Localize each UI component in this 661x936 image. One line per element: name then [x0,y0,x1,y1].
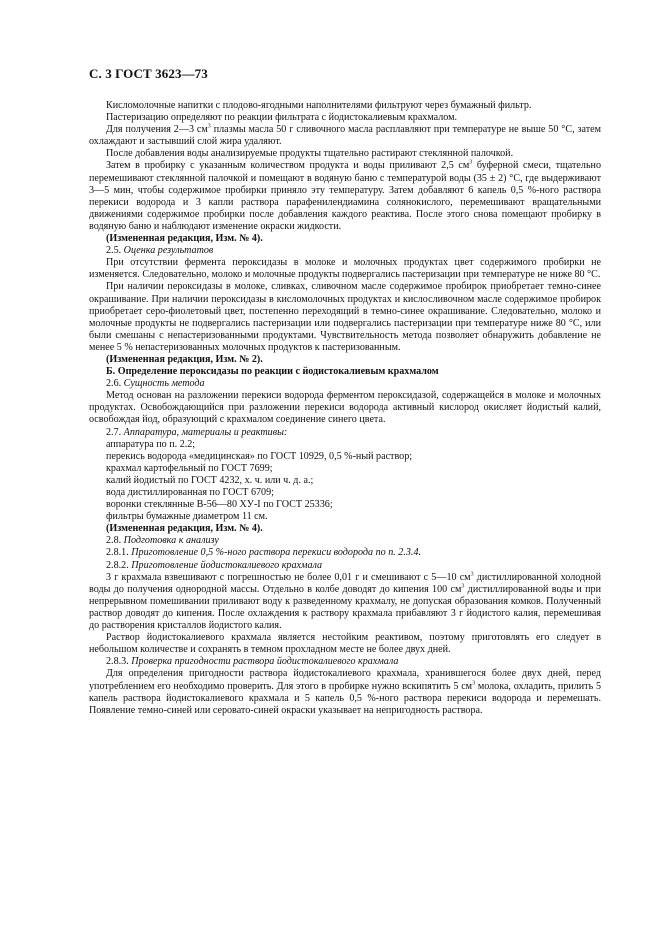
paragraph: При отсутствии фермента пероксидазы в молоке и молочных продуктах цвет содержимого пробирки не изменяется. Следовательно, молоко и молочные продукты подвергались пастеризации при температуре не ниже 80 °С. [89,257,601,281]
section-heading [89,378,601,390]
text-run: плазмы масла 50 г сливочного масла расплавляют при температуре не выше 50 °С, затем охлаждают и застывший слой жира удаляют. [89,124,601,148]
paragraph: Раствор йодистокалиевого крахмала является нестойким реактивом, поэтому приготовлять его следует в небольшом количестве и сохранять в темном прохладном месте не более двух дней. [89,632,601,656]
section-title: Приготовление 0,5 %-ного раствора перекиси водорода по п. 2.3.4. [131,547,422,559]
section-title-b: Б. Определение пероксидазы по реакции с йодистокалиевым крахмалом [106,366,439,378]
paragraph [89,124,601,148]
text-run: буферной смеси, тщательно перемешивают стеклянной палочкой и помещают в водяную баню с температурой воды (35 ± 2) °С, где выдерживают 3—5 мин, чтобы содержимое пробирки приняло эту температуру. Затем добавляют 6 капель 0,5 %-ного раствора перекиси водорода и 3 капли раствора парафенилендиамина солянокислого, перемешивают вращательными движениями содержимое пробирки после добавления каждого реактива. После этого снова помещают пробирку в водяную баню и наблюдают изменение окраски жидкости. [89,160,601,232]
section-heading [89,535,601,547]
section-title: Проверка пригодности раствора йодистокалиевого крахмала [131,656,399,668]
superscript: 3 [470,571,474,578]
section-number: 2.8.1. [106,547,129,559]
materials-list [89,439,601,524]
text-run: Для получения 2—3 см [106,124,208,136]
list-item: вода дистиллированная по ГОСТ 6709; [106,487,274,498]
amendment-note: (Измененная редакция, Изм. № 4). [106,523,263,535]
section-number: 2.8. [106,535,122,547]
superscript: 3 [469,160,473,167]
section-number: 2.5. [106,245,122,257]
section-heading [89,547,601,559]
page-header: С. 3 ГОСТ 3623—73 [89,66,208,81]
section-heading [89,656,601,668]
list-item: перекись водорода «медицинская» по ГОСТ 10929, 0,5 %-ный раствор; [106,450,413,462]
amendment-note: (Измененная редакция, Изм. № 2). [106,353,263,365]
superscript: 3 [207,123,211,130]
section-heading [89,560,601,572]
paragraph: Кисломолочные напитки с плодово-ягодными наполнителями фильтруют через бумажный фильтр. [106,100,532,111]
text-run: дистиллированной холодной воды до получения однородной массы. Отдельно в колбе доводят до кипения 100 см [89,571,601,595]
section-number: 2.7. [106,426,122,438]
paragraph [89,668,601,716]
paragraph: После добавления воды анализируемые продукты тщательно растирают стеклянной палочкой. [106,148,514,160]
section-number: 2.8.3. [106,656,129,668]
section-heading [89,245,601,257]
document-body [89,100,601,717]
paragraph: Пастеризацию определяют по реакции фильтрата с йодистокалиевым крахмалом. [106,112,458,124]
paragraph: При наличии пероксидазы в молоке, сливках, сливочном масле содержимое пробирок приобретает темно-синее окрашивание. При наличии пероксидазы в кисломолочных продуктах и кислосливочном масле содержимое пробирок приобретает серо-фиолетовый цвет, постепенно переходящий в темно-синее окрашивание. Следовательно, молоко и молочные продукты не подвергались пастеризации или подвергались пастеризации при температуре ниже 80 °С, или были смешаны с непастеризованными продуктами. Чувствительность метода позволяет обнаружить добавление не менее 5 % непастеризованных молочных продуктов к пастеризованным. [89,281,601,353]
text-run: дистиллированной воды и при непрерывном помешивании приливают воду к разведенному крахмалу, не допуская образования комков. Полученный раствор доводят до кипения. После охлаждения к раствору крахмала прибавляют 3 г йодистого калия, перемешивая до растворения кристаллов йодистого калия. [89,583,601,632]
text-run: Затем в пробирку с указанным количеством продукта и воды приливают 2,5 см [106,160,470,172]
section-title: Оценка результатов [123,245,214,257]
list-item: калий йодистый по ГОСТ 4232, х. ч. или ч. д. а.; [106,474,314,486]
section-number: 2.8.2. [106,559,129,571]
text-run: Для определения пригодности раствора йодистокалиевого крахмала, хранившегося более двух дней, перед употреблением его необходимо проверить. Для этого в пробирке нужно вскипятить 5 см [89,668,601,692]
amendment-note: (Измененная редакция, Изм. № 4). [106,233,263,245]
superscript: 3 [472,680,476,687]
list-item: фильтры бумажные диаметром 11 см. [106,511,268,523]
list-item: воронки стеклянные В-56—80 ХУ-I по ГОСТ 25336; [106,499,333,511]
paragraph [89,160,601,233]
text-run: 3 г крахмала взвешивают с погрешностью не более 0,01 г и смешивают с 5—10 см [106,571,471,583]
section-title: Аппаратура, материалы и реактивы: [123,426,288,438]
list-item: крахмал картофельный по ГОСТ 7699; [106,462,273,474]
section-title: Подготовка к анализу [123,535,219,547]
superscript: 3 [461,583,465,590]
text-run: молока, охладить, прилить 5 капель раствора йодистокалиевого крахмала и 5 капель 0,5 %-ного раствора перекиси водорода и перемешать. Появление темно-синей или серовато-синей окраски указывает на непригодность раствора. [89,680,601,716]
section-title: Приготовление йодистокалиевого крахмала [131,559,323,571]
section-number: 2.6. [106,378,122,390]
list-item: аппаратура по п. 2.2; [106,438,196,450]
paragraph [89,572,601,632]
section-heading [89,427,601,439]
section-title: Сущность метода [123,378,205,390]
paragraph: Метод основан на разложении перекиси водорода ферментом пероксидазой, содержащейся в молоке и молочных продуктах. Освобождающийся при разложении перекиси водорода активный кислород окисляет йодистый калий, освобождая йод, образующий с крахмалом соединение синего цвета. [89,390,601,426]
